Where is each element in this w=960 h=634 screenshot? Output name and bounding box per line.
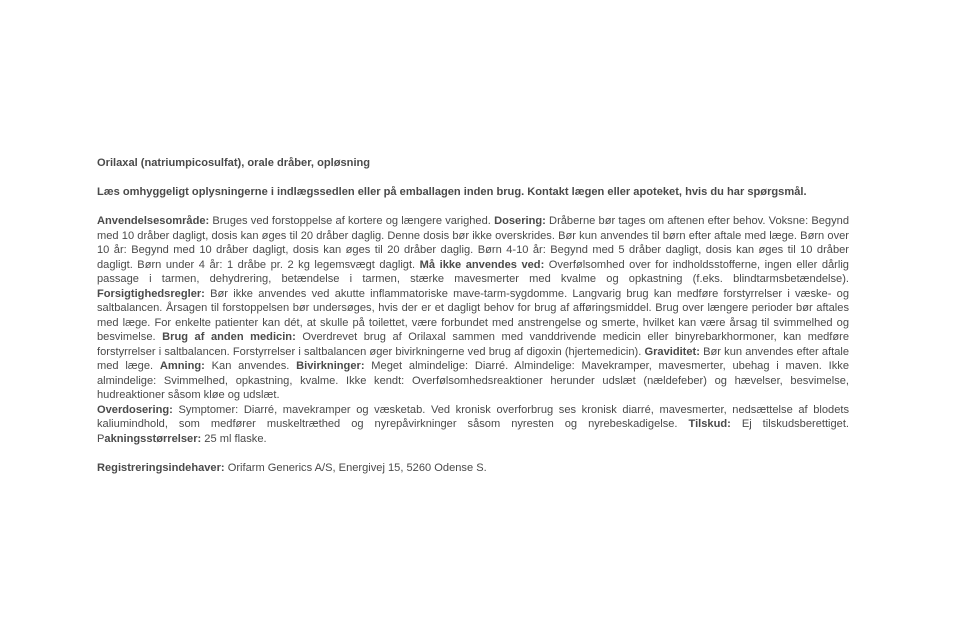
pregnancy-label: Graviditet: — [644, 345, 700, 358]
indication-text: Bruges ved forstoppelse af kortere og længere varighed. — [209, 215, 495, 227]
dosage-label: Dosering: — [494, 215, 546, 227]
breastfeeding-label: Amning: — [159, 360, 205, 372]
pack-size-text: 25 ml flaske. — [201, 432, 267, 445]
product-title: Orilaxal (natriumpicosulfat), orale dråber, opløsning — [97, 157, 371, 169]
overdose-text: Symptomer: Diarré, mavekramper og væsketab. Ved kronisk overforbrug ses kronisk diarré, mavesmerter, nedsættelse af blodets kaliumindhold, som medfører muskeltræthed og nyrepåvirkninger såsom nyresten og nyrebeskadigelse. — [97, 403, 849, 430]
precautions-label: Forsigtighedsregler: — [97, 287, 205, 300]
leaflet-text — [97, 156, 849, 475]
holder-text: Orifarm Generics A/S, Energivej 15, 5260 Odense S. — [224, 461, 487, 474]
side-effects-text: Meget almindelige: Diarré. Almindelige: Mavekramper, mavesmerter, ubehag i maven. Ikke almindelige: Svimmelhed, opkastning, kvalme. Ikke kendt: Overfølsomhedsreaktioner herunder udslæt (nældefeber) og hævelser, besvimelse, hudreaktioner såsom kløe og udslæt. — [97, 360, 850, 401]
interactions-text: Overdrevet brug af Orilaxal sammen med vanddrivende medicin eller binyrebarkhormoner, kan medføre forstyrrelser i saltbalancen. Forstyrrelser i saltbalancen øger bivirkningerne ved brug af digoxin (hjertemedicin). — [97, 331, 850, 358]
side-effects-label: Bivirkninger: — [296, 360, 365, 372]
subsidy-label: Tilskud: — [688, 418, 731, 430]
interactions-label: Brug af anden medicin: — [162, 331, 296, 343]
contraindications-text: Overfølsomhed over for indholdsstofferne, ingen eller dårlig passage i tarmen, dehydrering, betændelse i tarmen, stærke mavesmerter med kvalme og opkastning (f.eks. blindtarmsbetændelse). — [97, 258, 849, 285]
marketing-authorisation-holder — [97, 461, 849, 476]
read-leaflet-warning: Læs omhyggeligt oplysningerne i indlægssedlen eller på emballagen inden brug. Kontakt lægen eller apoteket, hvis du har spørgsmål. — [97, 186, 807, 198]
overdose-label: Overdosering: — [97, 403, 173, 416]
dosage-text: Dråberne bør tages om aftenen efter behov. Voksne: Begynd med 10 dråber dagligt, dosis kan øges til 20 dråber daglig. Denne dosis bør ikke overskrides. Bør kun anvendes til børn efter aftale med læge. Børn over 10 år: Begynd med 10 dråber dagligt, dosis kan øges til 20 dråber daglig. Børn 4-10 år: Begynd med 5 dråber dagligt, dosis kan øges til 10 dråber dagligt. Børn under 4 år: 1 dråbe pr. 2 kg legemsvægt dagligt. — [97, 215, 849, 271]
subsidy-text: Ej tilskudsberettiget. P — [97, 418, 850, 445]
pregnancy-text: Bør kun anvendes efter aftale med læge. — [97, 345, 849, 372]
breastfeeding-text: Kan anvendes. — [204, 360, 297, 372]
leaflet-body — [97, 214, 849, 446]
contraindications-label: Må ikke anvendes ved: — [419, 258, 545, 271]
pack-size-label: akningsstørrelser: — [104, 432, 202, 445]
holder-label: Registreringsindehaver: — [97, 461, 225, 474]
indication-label: Anvendelsesområde: — [97, 215, 210, 227]
precautions-text: Bør ikke anvendes ved akutte inflammatoriske mave-tarm-sygdomme. Langvarig brug kan medføre forstyrrelser i væske- og saltbalancen. Årsagen til forstoppelsen bør undersøges, hvis der er et dagligt behov for brug af afføringsmiddel. Brug over længere perioder bør aftales med læge. For enkelte patienter kan dét, at skulle på toilettet, være forbundet med anstrengelse og smerte, hvilket kan være årsag til svimmelhed og besvimelse. — [97, 287, 849, 343]
